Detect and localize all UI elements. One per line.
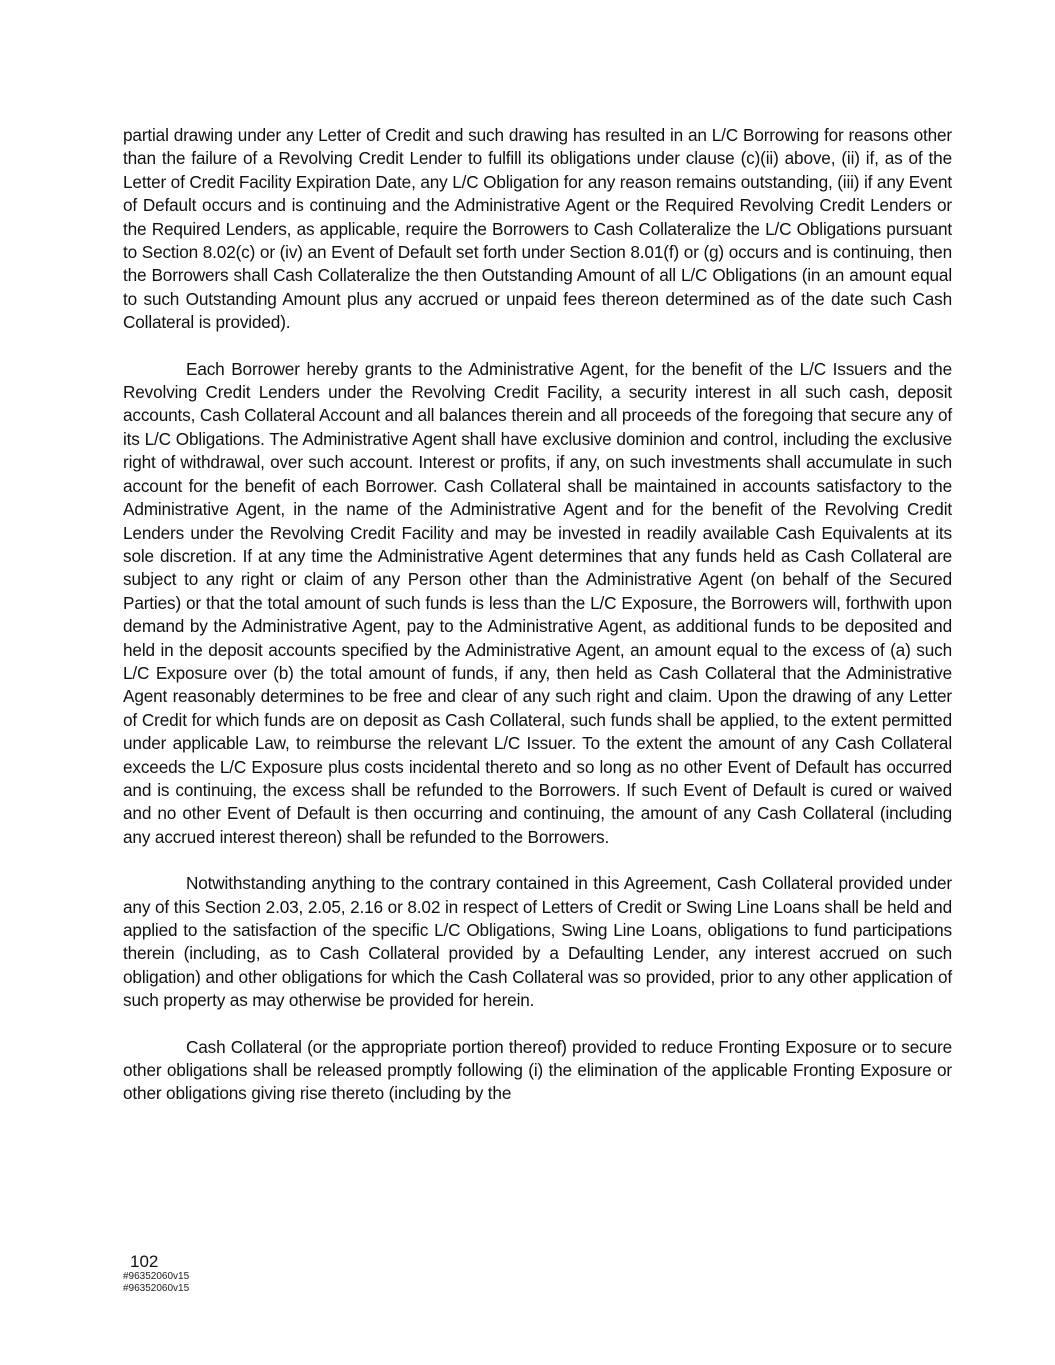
paragraph-security-interest: Each Borrower hereby grants to the Administrative Agent, for the benefit of the L/C Issuers and the Revolving Credit Lenders under the Revolving Credit Facility, a security interest in all such cash, deposit accounts, Cash Collateral Account and all balances therein and all proceeds of the foregoing that secure any of its L/C Obligations. The Administrative Agent shall have exclusive dominion and control, including the exclusive right of withdrawal, over such account. Interest or profits, if any, on such investments shall accumulate in such account for the benefit of each Borrower. Cash Collateral shall be maintained in accounts satisfactory to the Administrative Agent, in the name of the Administrative Agent and for the benefit of the Revolving Credit Lenders under the Revolving Credit Facility and may be invested in readily available Cash Equivalents at its sole discretion. If at any time the Administrative Agent determines that any funds held as Cash Collateral are subject to any right or claim of any Person other than the Administrative Agent (on behalf of the Secured Parties) or that the total amount of such funds is less than the L/C Exposure, the Borrowers will, forthwith upon demand by the Administrative Agent, pay to the Administrative Agent, as additional funds to be deposited and held in the deposit accounts specified by the Administrative Agent, an amount equal to the excess of (a) such L/C Exposure over (b) the total amount of funds, if any, then held as Cash Collateral that the Administrative Agent reasonably determines to be free and clear of any such right and claim. Upon the drawing of any Letter of Credit for which funds are on deposit as Cash Collateral, such funds shall be applied, to the extent permitted under applicable Law, to reimburse the relevant L/C Issuer. To the extent the amount of any Cash Collateral exceeds the L/C Exposure plus costs incidental thereto and so long as no other Event of Default has occurred and is continuing, the excess shall be refunded to the Borrowers. If such Event of Default is cured or waived and no other Event of Default is then occurring and continuing, the amount of any Cash Collateral (including any accrued interest thereon) shall be refunded to the Borrowers. <box>123 358 952 847</box>
document-id: #96352060v15 <box>123 1283 190 1294</box>
paragraph-continuation: partial drawing under any Letter of Credit and such drawing has resulted in an L/C Borrowing for reasons other than the failure of a Revolving Credit Lender to fulfill its obligations under clause (c)(ii) above, (ii) if, as of the Letter of Credit Facility Expiration Date, any L/C Obligation for any reason remains outstanding, (iii) if any Event of Default occurs and is continuing and the Administrative Agent or the Required Revolving Credit Lenders or the Required Lenders, as applicable, require the Borrowers to Cash Collateralize the L/C Obligations pursuant to Section 8.02(c) or (iv) an Event of Default set forth under Section 8.01(f) or (g) occurs and is continuing, then the Borrowers shall Cash Collateralize the then Outstanding Amount of all L/C Obligations (in an amount equal to such Outstanding Amount plus any accrued or unpaid fees thereon determined as of the date such Cash Collateral is provided). <box>123 125 953 333</box>
page-footer <box>123 1252 423 1295</box>
document-id: #96352060v15 <box>123 1271 190 1282</box>
paragraph-release: Cash Collateral (or the appropriate portion thereof) provided to reduce Fronting Exposure or to secure other obligations shall be released promptly following (i) the elimination of the applicable Fronting Exposure or other obligations giving rise thereto (including by the <box>123 1036 952 1104</box>
paragraph-application: Notwithstanding anything to the contrary contained in this Agreement, Cash Collateral provided under any of this Section 2.03, 2.05, 2.16 or 8.02 in respect of Letters of Credit or Swing Line Loans shall be held and applied to the satisfaction of the specific L/C Obligations, Swing Line Loans, obligations to fund participations therein (including, as to Cash Collateral provided by a Defaulting Lender, any interest accrued on such obligation) and other obligations for which the Cash Collateral was so provided, prior to any other application of such property as may otherwise be provided for herein. <box>123 873 952 1011</box>
page-number: 102 <box>130 1252 159 1271</box>
document-body <box>123 124 952 1106</box>
